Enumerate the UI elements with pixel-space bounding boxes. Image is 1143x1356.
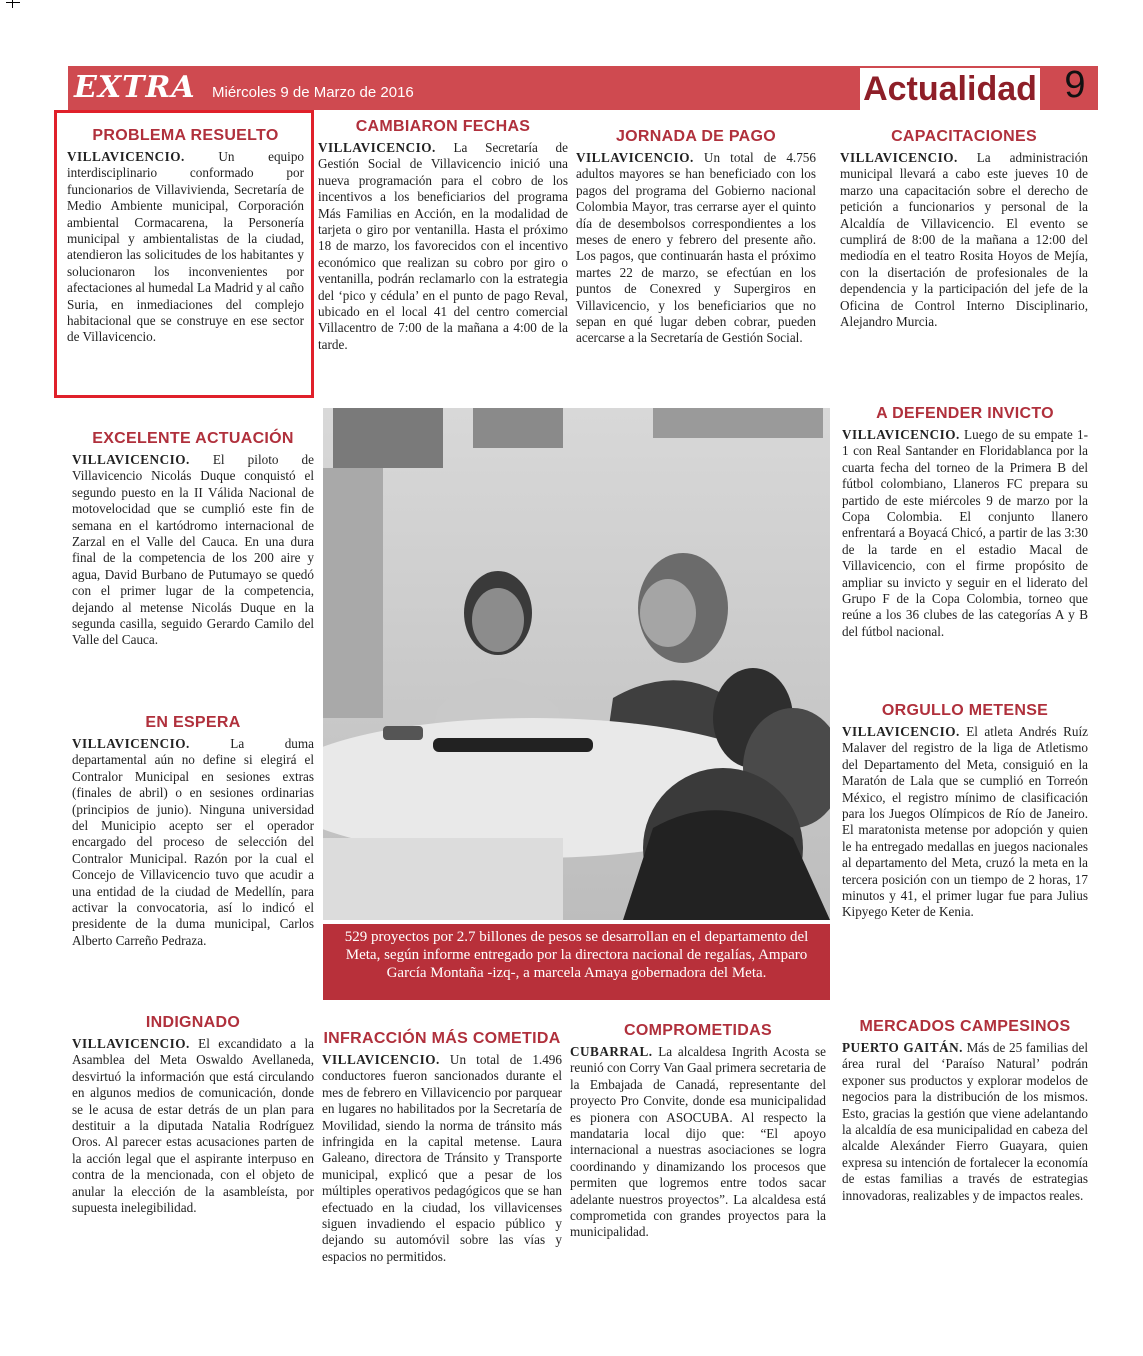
crop-mark <box>6 2 20 3</box>
article-text: El piloto de Villavicencio Nicolás Duque conquistó el segundo puesto en la II Válida Nacional de motovelocidad que se cumplió este fin de semana en el kartódromo internacional de Zarzal en el Valle del Cauca. En una dura final de la competencia de los 200 aire y agua, David Burbano de Putumayo se quedó con el primer lugar de la competencia, dejando al metense Nicolás Duque en la segunda casilla, seguido Gerardo Camilo del Valle del Cauca. <box>72 452 314 648</box>
issue-date: Miércoles 9 de Marzo de 2016 <box>212 84 414 101</box>
article-jornada-de-pago <box>576 128 816 347</box>
article-headline: MERCADOS CAMPESINOS <box>859 1018 1071 1035</box>
article-headline: EN ESPERA <box>145 714 241 731</box>
article-text: Un total de 1.496 conductores fueron sancionados durante el mes de febrero en Villavicencio por parquear en lugares no habilitados por la Secretaría de Movilidad, siendo la norma de tránsito más infringida en la capital metense. Laura Galeano, directora de Tránsito y Transporte municipal, explicó que a pesar de los múltiples operativos pedagógicos que se han efectuado en la ciudad, los villavicenses siguen invadiendo el espacio público y dejando su automóvil sobre las vías y espacios no permitidos. <box>322 1052 562 1264</box>
article-headline: CAMBIARON FECHAS <box>355 118 531 135</box>
article-text: Más de 25 familias del área rural del ‘Paraíso Natural’ podrán exponer sus productos y explorar modelos de negocios para la distribución de los mismos. Esto, gracias la gestión que viene adelantando la alcaldía de esa municipalidad en cabeza del alcalde Alexánder Fierro Guayara, quien expresa su intención de fortalecer la economía de estas familias a través de estrategias innovadoras, realizables y de impactos reales. <box>842 1040 1088 1203</box>
article-body <box>72 736 314 949</box>
article-body <box>72 1036 314 1216</box>
article-headline: INDIGNADO <box>145 1014 241 1031</box>
article-text: El atleta Andrés Ruíz Malaver del registro de la liga de Atletismo del Departamento del Meta, consiguió en la Maratón de Lala que se cumplió en Torreón México, el registro mínimo de clasificación para los Juegos Olímpicos de Río de Janeiro. El maratonista metense por adopción y quien le ha entregado medallas en juegos nacionales al departamento del Meta, cruzó la meta en la tercera posición con un tiempo de 2 horas, 17 minutos y 41, el primer lugar fue para Julius Kipyego Keter de Kenia. <box>842 724 1088 920</box>
article-en-espera <box>72 714 314 949</box>
article-headline: A DEFENDER INVICTO <box>876 405 1054 422</box>
article-dateline: VILLAVICENCIO. <box>72 452 190 467</box>
article-body <box>318 140 568 353</box>
article-body <box>576 150 816 347</box>
article-text: La Secretaría de Gestión Social de Villavicencio inició una nueva programación para el cobro de los incentivos a los beneficiarios del programa Más Familias en Acción, en la modalidad de tarjeta o giro por ventanilla. Hasta el próximo 18 de marzo, los favorecidos con el incentivo económico que realizan su cobro por giro o ventanilla, podrán reclamarlo con la estrategia del ‘pico y cédula’ en el punto de pago Reval, ubicado en el local 41 del centro comercial Villacentro de 7:00 de la mañana a 4:00 de la tarde. <box>318 140 568 352</box>
article-headline: PROBLEMA RESUELTO <box>92 127 279 144</box>
article-dateline: VILLAVICENCIO. <box>842 427 960 442</box>
article-headline: EXCELENTE ACTUACIÓN <box>92 430 294 447</box>
article-headline: CAPACITACIONES <box>891 128 1037 145</box>
article-text: Luego de su empate 1-1 con Real Santander en Floridablanca por la cuarta fecha del torneo de la Primera B del fútbol colombiano, Llaneros FC prepara su partido de este miércoles 9 de marzo por la Copa Colombia. El conjunto llanero enfrentará a Boyacá Chicó, a partir de las 3:30 de la tarde en el estadio Macal de Villavicencio, con el firme propósito de ampliar su invicto y seguir en el liderato del Grupo F de la Copa Colombia, torneo que reúne a los 36 clubes de las categorías A y B del fútbol nacional. <box>842 427 1088 639</box>
article-headline: COMPROMETIDAS <box>624 1022 772 1039</box>
article-text: El excandidato a la Asamblea del Meta Oswaldo Avellaneda, desvirtuó la información que está circulando en algunos medios de comunicación, donde se le acusa de estar detrás de un plan para destituir a la diputada Natalia Rodríguez Oros. Al parecer estas acusaciones parten de la acción legal que el aspirante interpuso en contra de la mencionada, con el objeto de anular la elección de la asambleísta, por supuesta inelegibilidad. <box>72 1036 314 1216</box>
article-problema-resuelto <box>54 110 314 398</box>
article-text: Un total de 4.756 adultos mayores se han beneficiado con los pagos del programa del Gobierno nacional Colombia Mayor, tras cerrarse ayer el quinto día de desembolsos correspondientes a los meses de enero y febrero del presente año. Los pagos, que continuarán hasta el próximo martes 22 de marzo, se efectúan en los puntos de Conexred y Supergiros en Villavicencio, y los beneficiarios que no sepan en qué lugar deben cobrar, pueden acercarse a la Secretaría de Gestión Social. <box>576 150 816 346</box>
article-body <box>322 1052 562 1265</box>
article-comprometidas <box>570 1022 826 1241</box>
crop-mark <box>12 0 13 8</box>
article-indignado <box>72 1014 314 1216</box>
article-orgullo-metense <box>842 702 1088 921</box>
article-body <box>67 149 304 346</box>
article-dateline: VILLAVICENCIO. <box>842 724 960 739</box>
article-body <box>842 724 1088 921</box>
article-dateline: VILLAVICENCIO. <box>322 1052 440 1067</box>
article-text: La administración municipal llevará a cabo este jueves 10 de marzo una capacitación sobre el derecho de petición a funcionarios y personal de la Alcaldía de Villavicencio. El evento se cumplirá de 8:00 de la mañana a 12:00 del mediodía en el teatro Rosita Hoyos de Mejía, con la disertación de profesionales de la dependencia y la participación del jefe de la Oficina de Control Interno Disciplinario, Alejandro Murcia. <box>840 150 1088 330</box>
article-body <box>840 150 1088 330</box>
article-headline: JORNADA DE PAGO <box>615 128 777 145</box>
article-dateline: VILLAVICENCIO. <box>576 150 694 165</box>
article-capacitaciones <box>840 128 1088 330</box>
article-dateline: VILLAVICENCIO. <box>72 736 190 751</box>
article-dateline: VILLAVICENCIO. <box>72 1036 190 1051</box>
meeting-photo-illustration <box>323 408 830 920</box>
article-dateline: VILLAVICENCIO. <box>67 149 185 164</box>
article-text: La duma departamental aún no define si elegirá el Contralor Municipal en sesiones extras (finales de abril) o en sesiones ordinarias (principios de junio). Ninguna universidad del Municipio acepto ser el operador encargado del proceso de selección del Contralor Municipal. Razón por la cual el Concejo de Villavicencio tuvo que acudir a una entidad de la ciudad de Medellín, para activar la convocatoria, así lo indicó el presidente de la duma municipal, Carlos Alberto Carreño Pedraza. <box>72 736 314 948</box>
article-a-defender-invicto <box>842 405 1088 640</box>
article-body <box>570 1044 826 1241</box>
article-headline: INFRACCIÓN MÁS COMETIDA <box>323 1030 561 1047</box>
article-cambiaron-fechas <box>318 118 568 353</box>
article-text: La alcaldesa Ingrith Acosta se reunió con Corry Van Gaal primera secretaria de la Embajada de Canadá, representante del proyecto Pro Convite, donde esa municipalidad es pionera con ASOCUBA. Al respecto la mandataria local dijo que: “El apoyo internacional a nuestras asociaciones se logra coordinando y dinamizando los procesos que permiten que logremos entre todos sacar adelante nuestros proyectos”. La alcaldesa está comprometida con grandes proyectos para la municipalidad. <box>570 1044 827 1240</box>
article-excelente-actuacion <box>72 430 314 649</box>
article-mercados-campesinos <box>842 1018 1088 1204</box>
article-dateline: CUBARRAL. <box>570 1044 653 1059</box>
article-dateline: VILLAVICENCIO. <box>318 140 436 155</box>
article-infraccion-mas-cometida <box>322 1030 562 1265</box>
meeting-photo <box>323 408 830 920</box>
article-headline: ORGULLO METENSE <box>881 702 1049 719</box>
article-body <box>72 452 314 649</box>
article-body <box>842 1040 1088 1204</box>
article-dateline: PUERTO GAITÁN. <box>842 1040 963 1055</box>
section-title: Actualidad <box>860 68 1040 110</box>
article-dateline: VILLAVICENCIO. <box>840 150 958 165</box>
page-number: 9 <box>1064 64 1086 106</box>
article-text: Un equipo interdisciplinario conformado por funcionarios de Villavivienda, Secretaría de Medio Ambiente municipal, Corporación ambiental Cormacarena, la Personería municipal y ambientalistas de la ciudad, atendieron las solicitudes de los habitantes y solucionaron los inconvenientes por afectaciones al humedal La Madrid y al caño Suria, en inmediaciones del complejo habitacional que se construye en ese sector de Villavicencio. <box>67 149 305 345</box>
newspaper-logo: EXTRA <box>74 70 196 105</box>
photo-caption: 529 proyectos por 2.7 billones de pesos se desarrollan en el departamento del Meta, según informe entregado por la directora nacional de regalías, Amparo García Montaña -izq-, a marcela Amaya gobernadora del Meta. <box>323 924 830 1000</box>
article-body <box>842 427 1088 640</box>
